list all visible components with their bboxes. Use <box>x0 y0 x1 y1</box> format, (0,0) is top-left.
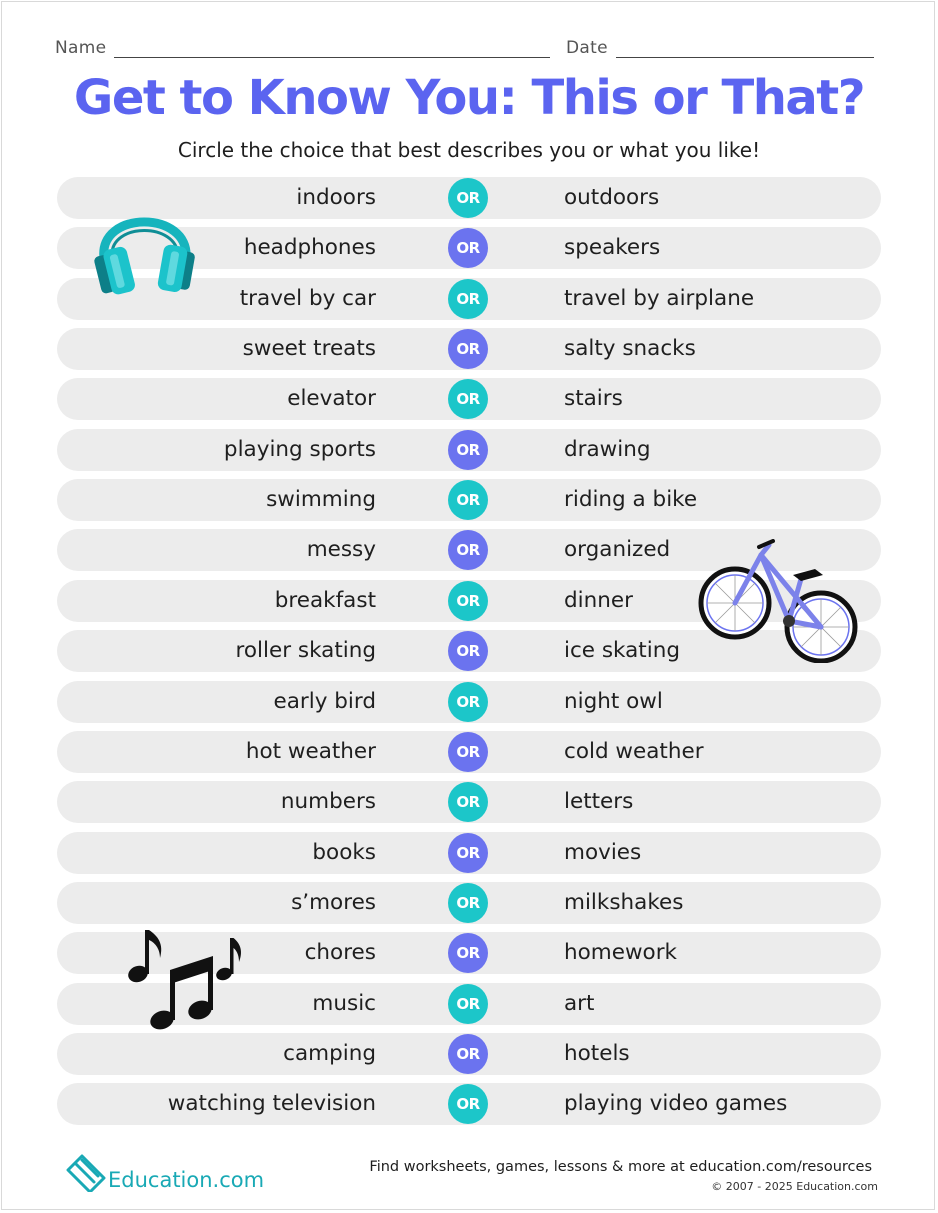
choice-right[interactable]: movies <box>564 840 642 865</box>
choice-right[interactable]: playing video games <box>564 1091 788 1116</box>
or-badge: OR <box>448 933 488 973</box>
bicycle-icon <box>697 539 861 663</box>
choice-row <box>57 832 881 874</box>
choice-left[interactable]: camping <box>283 1041 376 1066</box>
choice-right[interactable]: riding a bike <box>564 487 698 512</box>
choice-left[interactable]: breakfast <box>274 588 376 613</box>
choice-left[interactable]: numbers <box>280 789 376 814</box>
or-badge: OR <box>448 581 488 621</box>
music-notes-icon <box>124 924 244 1034</box>
choice-left[interactable]: watching television <box>167 1091 376 1116</box>
or-badge: OR <box>448 530 488 570</box>
choice-right[interactable]: milkshakes <box>564 890 684 915</box>
or-badge: OR <box>448 732 488 772</box>
choice-row <box>57 1083 881 1125</box>
choice-right[interactable]: letters <box>564 789 634 814</box>
choice-left[interactable]: music <box>312 991 376 1016</box>
or-badge: OR <box>448 883 488 923</box>
choice-right[interactable]: drawing <box>564 437 651 462</box>
choice-row <box>57 681 881 723</box>
instructions: Circle the choice that best describes you or what you like! <box>177 138 761 162</box>
choice-left[interactable]: indoors <box>296 185 376 210</box>
choice-row <box>57 1033 881 1075</box>
choice-left[interactable]: roller skating <box>235 638 376 663</box>
choice-row <box>57 328 881 370</box>
choice-left[interactable]: travel by car <box>239 286 376 311</box>
education-logo-text: Education.com <box>108 1168 265 1192</box>
headphones-icon <box>90 196 200 304</box>
choice-row <box>57 882 881 924</box>
or-badge: OR <box>448 833 488 873</box>
or-badge: OR <box>448 228 488 268</box>
or-badge: OR <box>448 379 488 419</box>
choice-right[interactable]: speakers <box>564 235 661 260</box>
or-badge: OR <box>448 682 488 722</box>
or-badge: OR <box>448 1084 488 1124</box>
choice-left[interactable]: hot weather <box>245 739 376 764</box>
choice-right[interactable]: salty snacks <box>564 336 696 361</box>
name-field[interactable] <box>114 57 550 58</box>
or-badge: OR <box>448 984 488 1024</box>
date-label: Date <box>566 38 608 58</box>
date-field[interactable] <box>616 57 874 58</box>
or-badge: OR <box>448 1034 488 1074</box>
choice-left[interactable]: elevator <box>287 386 376 411</box>
footer-copyright: © 2007 - 2025 Education.com <box>711 1180 878 1193</box>
name-label: Name <box>55 38 107 58</box>
choice-left[interactable]: early bird <box>273 689 376 714</box>
or-badge: OR <box>448 329 488 369</box>
or-badge: OR <box>448 631 488 671</box>
choice-right[interactable]: cold weather <box>564 739 704 764</box>
choice-right[interactable]: ice skating <box>564 638 680 663</box>
or-badge: OR <box>448 178 488 218</box>
choice-left[interactable]: sweet treats <box>242 336 376 361</box>
choice-right[interactable]: stairs <box>564 386 623 411</box>
or-badge: OR <box>448 480 488 520</box>
or-badge: OR <box>448 279 488 319</box>
choice-right[interactable]: travel by airplane <box>564 286 755 311</box>
choice-left[interactable]: headphones <box>243 235 376 260</box>
choice-left[interactable]: swimming <box>266 487 376 512</box>
choice-right[interactable]: hotels <box>564 1041 630 1066</box>
choice-row <box>57 479 881 521</box>
choice-row <box>57 731 881 773</box>
choice-right[interactable]: night owl <box>564 689 663 714</box>
choice-right[interactable]: dinner <box>564 588 633 613</box>
footer-tagline: Find worksheets, games, lessons & more at education.com/resources <box>369 1159 872 1175</box>
choice-left[interactable]: s’mores <box>291 890 376 915</box>
choice-row <box>57 378 881 420</box>
choice-row <box>57 429 881 471</box>
page-title: Get to Know You: This or That? <box>73 70 865 126</box>
choice-row <box>57 781 881 823</box>
or-badge: OR <box>448 430 488 470</box>
choice-left[interactable]: books <box>312 840 376 865</box>
choice-right[interactable]: art <box>564 991 595 1016</box>
choice-right[interactable]: homework <box>564 940 677 965</box>
or-badge: OR <box>448 782 488 822</box>
choice-left[interactable]: playing sports <box>223 437 376 462</box>
choice-right[interactable]: organized <box>564 537 671 562</box>
choice-left[interactable]: chores <box>304 940 376 965</box>
choice-right[interactable]: outdoors <box>564 185 660 210</box>
choice-left[interactable]: messy <box>306 537 376 562</box>
